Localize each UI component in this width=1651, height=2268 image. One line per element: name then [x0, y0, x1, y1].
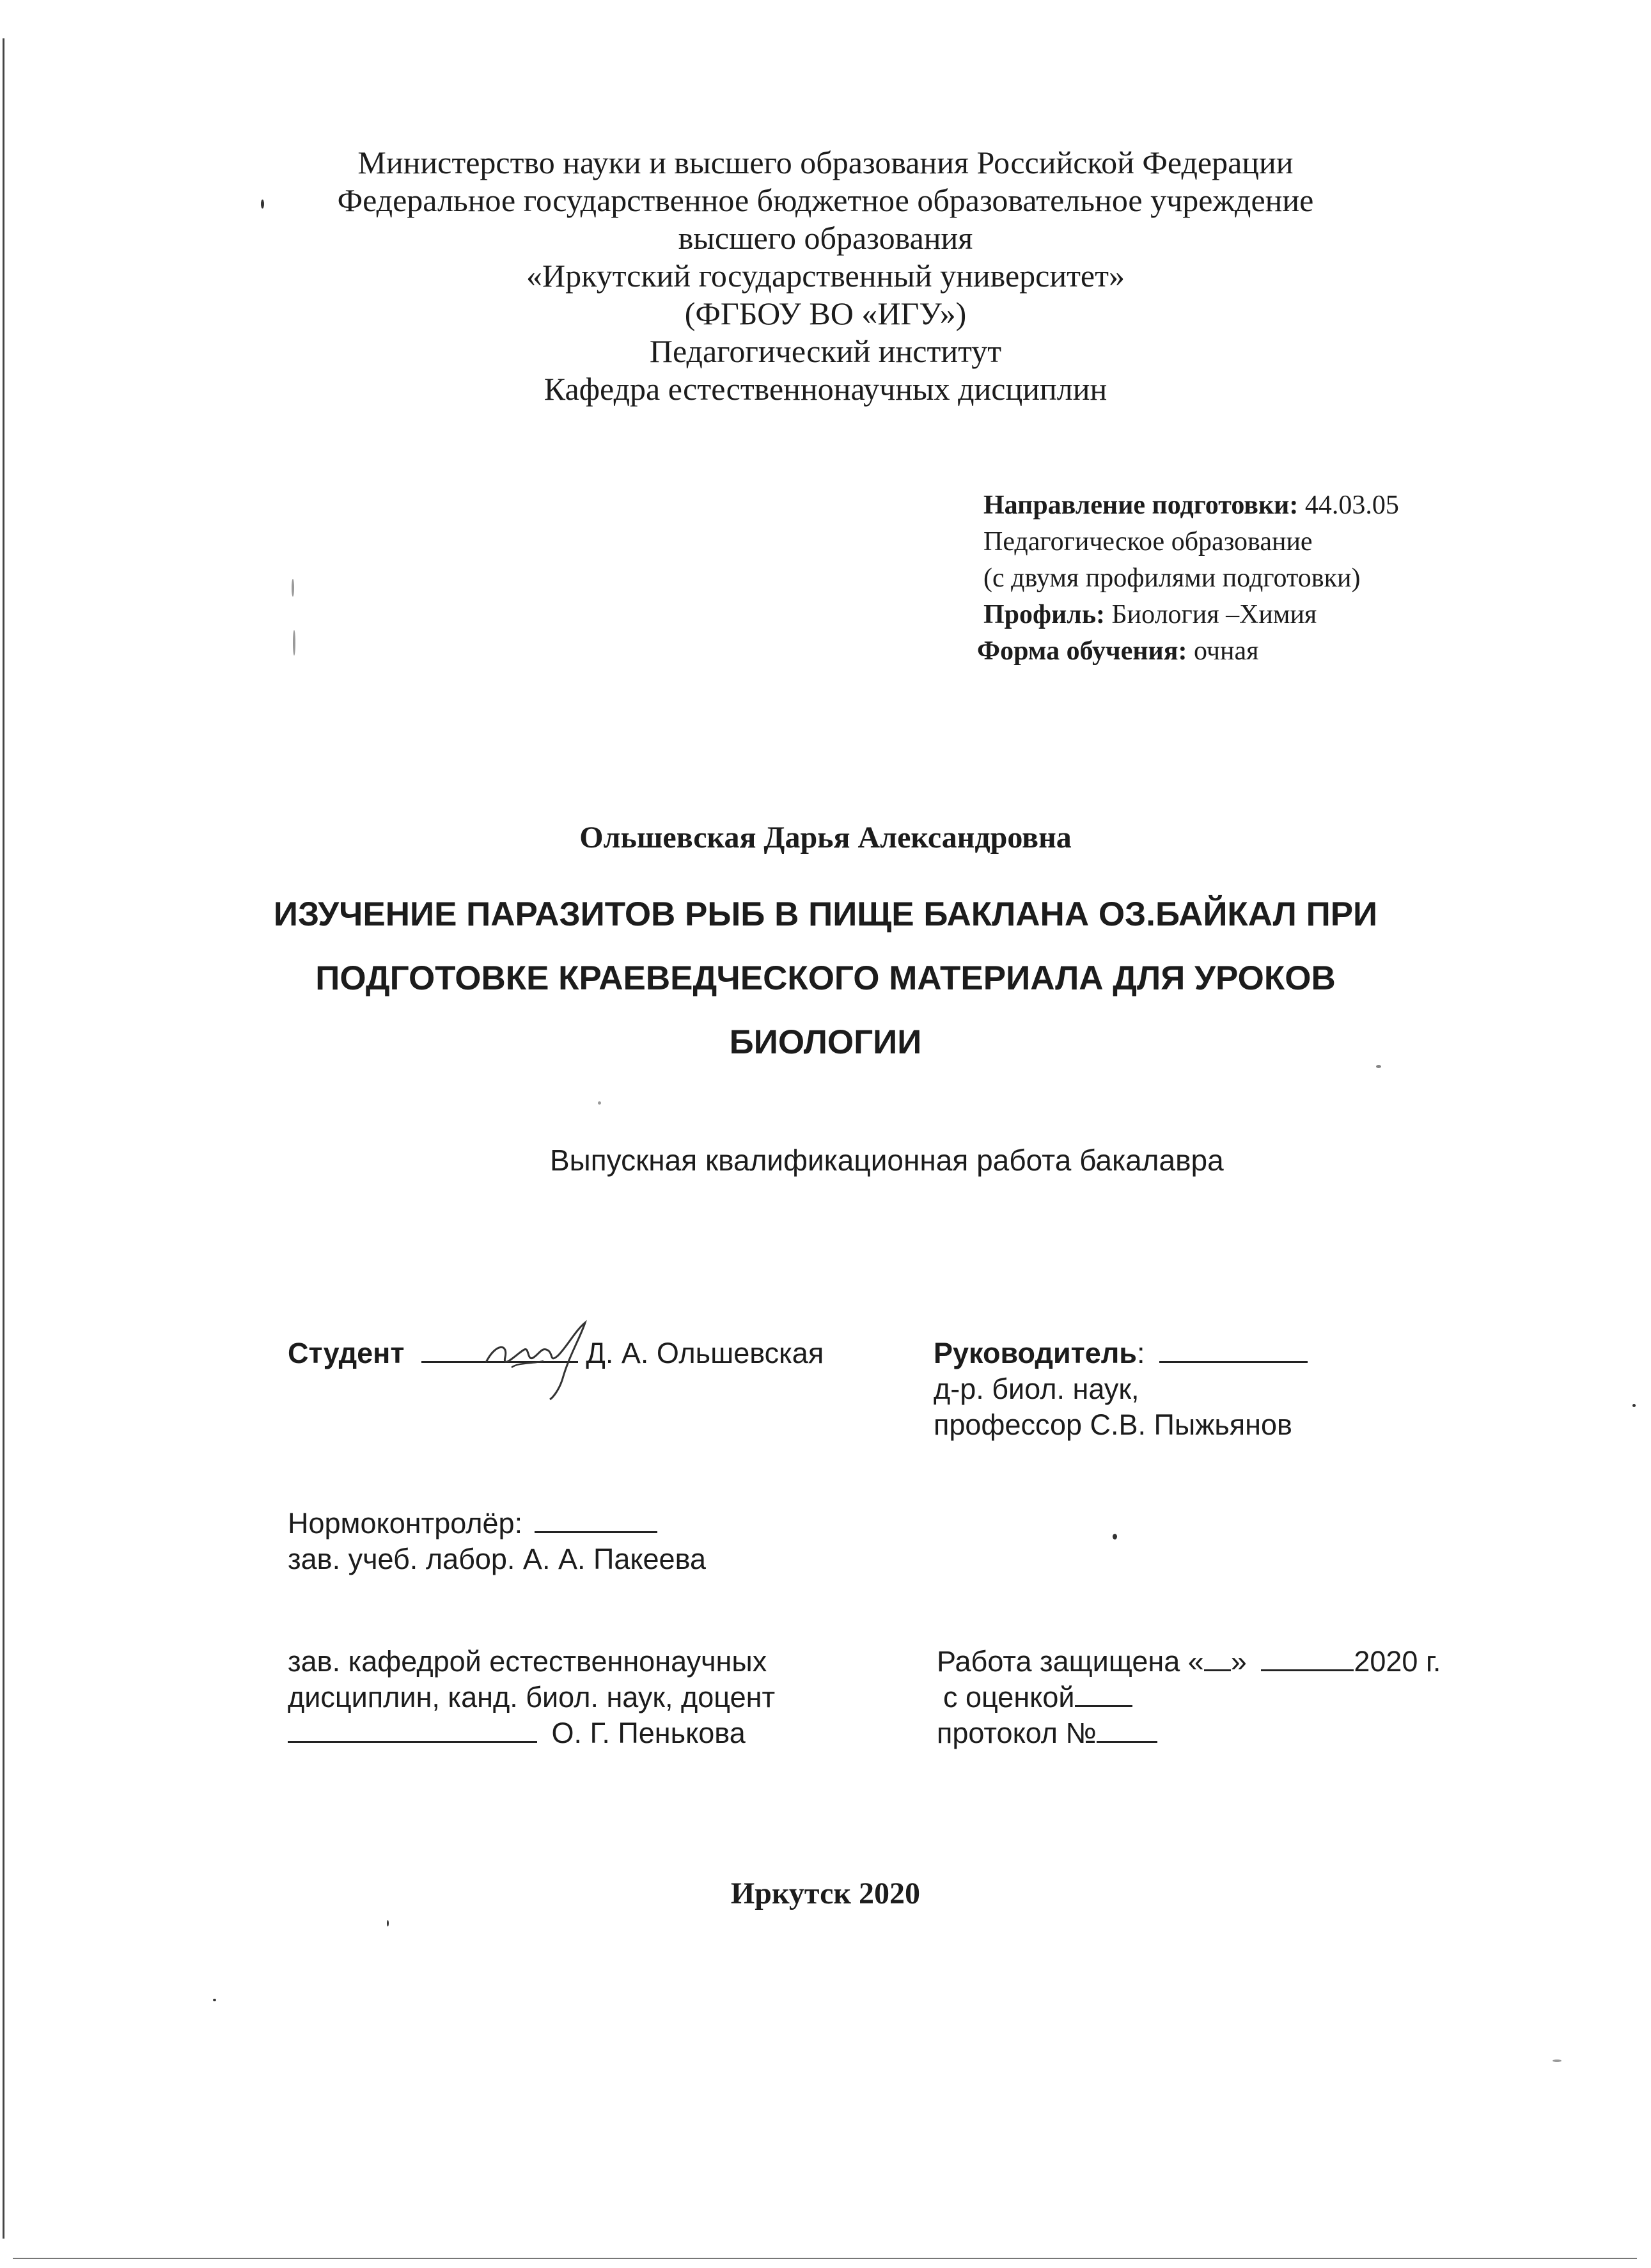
- study-form-label: Форма обучения:: [977, 636, 1187, 666]
- supervisor-block: Руководитель: д-р. биол. наук, профессор С.В. Пыжьянов: [934, 1335, 1308, 1443]
- direction-line: [983, 487, 1399, 524]
- profile-value: Биология –Химия: [1111, 600, 1317, 629]
- thesis-title-line: ПОДГОТОВКЕ КРАЕВЕДЧЕСКОГО МАТЕРИАЛА ДЛЯ УРОКОВ: [315, 959, 1336, 997]
- grade-label: с оценкой: [943, 1681, 1075, 1713]
- supervisor-signature-line: [1159, 1355, 1308, 1363]
- institution-type-line: Федеральное государственное бюджетное образовательное учреждение: [337, 182, 1314, 218]
- thesis-title-line: БИОЛОГИИ: [729, 1023, 922, 1061]
- defense-month-blank: [1261, 1663, 1354, 1671]
- profile-label: Профиль:: [983, 600, 1106, 629]
- normcontrol-signature-line: [535, 1525, 657, 1533]
- city-year: Иркутск 2020: [730, 1877, 921, 1910]
- student-label: Студент: [288, 1337, 405, 1369]
- grade-blank: [1075, 1699, 1132, 1707]
- work-type: Выпускная квалификационная работа бакалавра: [550, 1144, 1224, 1177]
- direction-code: 44.03.05: [1304, 491, 1399, 520]
- student-name: Д. А. Ольшевская: [586, 1337, 824, 1369]
- department-head-name: О. Г. Пенькова: [551, 1717, 746, 1749]
- scan-speck: [1113, 1534, 1117, 1540]
- study-program-block: [977, 487, 1399, 670]
- student-handwritten-signature: [473, 1318, 601, 1407]
- department-head-degree: дисциплин, канд. биол. наук, доцент: [288, 1681, 776, 1713]
- direction-label: Направление подготовки:: [983, 491, 1299, 520]
- study-form-value: очная: [1193, 636, 1259, 666]
- scan-speck: [1632, 1404, 1636, 1407]
- defended-label: Работа защищена «: [937, 1645, 1204, 1678]
- department-head-title: зав. кафедрой естественнонаучных: [288, 1645, 767, 1678]
- supervisor-name: профессор С.В. Пыжьянов: [934, 1408, 1292, 1441]
- direction-name-line-2: (с двумя профилями подготовки): [983, 563, 1361, 593]
- profile-line: [983, 597, 1399, 633]
- thesis-title-line: ИЗУЧЕНИЕ ПАРАЗИТОВ РЫБ В ПИЩЕ БАКЛАНА ОЗ.БАЙКАЛ ПРИ: [273, 895, 1378, 933]
- study-form-line: [977, 633, 1399, 670]
- university-abbreviation: (ФГБОУ ВО «ИГУ»): [684, 295, 967, 331]
- supervisor-label: Руководитель: [934, 1337, 1137, 1369]
- normcontrol-label: Нормоконтролёр:: [288, 1507, 523, 1540]
- scan-speck: [1553, 2059, 1561, 2062]
- author-name: Ольшевская Дарья Александровна: [579, 821, 1072, 854]
- scan-speck: [387, 1920, 389, 1926]
- protocol-label: протокол №: [937, 1717, 1097, 1749]
- normcontrol-block: [288, 1506, 706, 1577]
- thesis-title: [0, 883, 1651, 1075]
- defense-day-blank: [1204, 1663, 1231, 1671]
- normcontrol-name: зав. учеб. лабор. А. А. Пакеева: [288, 1543, 707, 1575]
- protocol-number-blank: [1097, 1735, 1157, 1743]
- direction-name-line: Педагогическое образование: [983, 527, 1313, 556]
- institute-name: Педагогический институт: [649, 333, 1002, 369]
- institution-header: [0, 144, 1651, 408]
- ministry-line: Министерство науки и высшего образования Российской Федерации: [357, 145, 1294, 180]
- department-name: Кафедра естественнонаучных дисциплин: [544, 371, 1107, 407]
- defense-year: 2020 г.: [1354, 1645, 1441, 1678]
- education-level-line: высшего образования: [678, 220, 973, 256]
- scan-speck: [293, 630, 295, 656]
- scan-speck: [598, 1101, 601, 1105]
- supervisor-degree: д-р. биол. наук,: [934, 1373, 1139, 1405]
- scan-speck: [213, 1999, 216, 2001]
- university-name: «Иркутский государственный университет»: [526, 258, 1125, 294]
- department-head-signature-line: [288, 1735, 537, 1743]
- scan-bottom-edge: [13, 2258, 1637, 2259]
- scan-speck: [292, 579, 294, 597]
- defense-block: Работа защищена « » 2020 г. с оценкой протокол №: [937, 1645, 1441, 1749]
- department-head-block: [288, 1644, 775, 1751]
